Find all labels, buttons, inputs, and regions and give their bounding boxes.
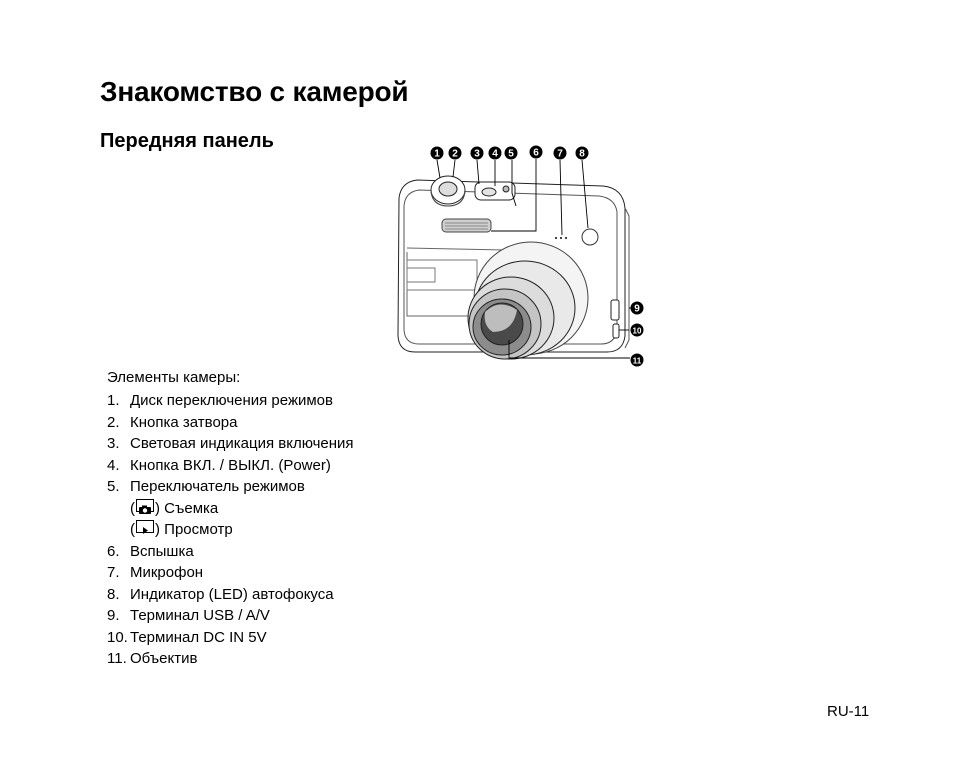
callout-7 bbox=[554, 147, 567, 160]
camera-front-diagram bbox=[385, 140, 655, 375]
callout-5 bbox=[505, 147, 518, 160]
svg-text:7: 7 bbox=[557, 148, 563, 160]
list-item: 2. Кнопка затвора bbox=[107, 413, 238, 431]
list-item: 6. Вспышка bbox=[107, 542, 194, 560]
playback-icon bbox=[136, 520, 154, 533]
list-item: 10. Терминал DC IN 5V bbox=[107, 628, 267, 646]
af-lamp bbox=[582, 229, 598, 245]
callout-8 bbox=[576, 147, 589, 160]
svg-text:6: 6 bbox=[533, 147, 539, 159]
svg-text:8: 8 bbox=[579, 148, 585, 160]
list-item: 9. Терминал USB / A/V bbox=[107, 607, 270, 624]
callout-10 bbox=[631, 324, 644, 337]
parts-list bbox=[107, 390, 354, 670]
microphone bbox=[555, 237, 567, 239]
svg-text:9: 9 bbox=[634, 303, 640, 315]
callout-9 bbox=[631, 302, 644, 315]
callout-11 bbox=[631, 354, 644, 367]
svg-text:5: 5 bbox=[508, 148, 514, 160]
list-item: 11. Объектив bbox=[107, 650, 198, 667]
svg-text:11: 11 bbox=[632, 356, 642, 366]
list-subitem-playback: ( ) Просмотр bbox=[130, 521, 233, 538]
list-item: 8. Индикатор (LED) автофокуса bbox=[107, 585, 334, 603]
callout-4 bbox=[489, 147, 502, 160]
list-item: 7. Микрофон bbox=[107, 564, 204, 581]
svg-text:3: 3 bbox=[474, 148, 480, 160]
list-item: 3. Световая индикация включения bbox=[107, 435, 354, 452]
callout-6 bbox=[530, 146, 543, 159]
list-item: 1. Диск переключения режимов bbox=[107, 392, 333, 409]
page-title: Знакомство с камерой bbox=[100, 76, 409, 107]
callout-2 bbox=[449, 147, 462, 160]
section-title: Передняя панель bbox=[100, 130, 274, 152]
svg-text:10: 10 bbox=[632, 326, 642, 336]
svg-text:1: 1 bbox=[434, 148, 440, 160]
lens bbox=[468, 242, 588, 359]
list-subitem-capture: ( ) Съемка bbox=[130, 499, 219, 517]
callout-3 bbox=[471, 147, 484, 160]
svg-text:2: 2 bbox=[452, 148, 458, 160]
svg-text:4: 4 bbox=[492, 148, 498, 160]
callout-1 bbox=[431, 147, 444, 160]
parts-intro: Элементы камеры: bbox=[107, 369, 241, 386]
page-number: RU-11 bbox=[827, 703, 870, 720]
camera-icon bbox=[136, 499, 154, 512]
list-item: 4. Кнопка ВКЛ. / ВЫКЛ. (Power) bbox=[107, 456, 331, 474]
list-item: 5. Переключатель режимов bbox=[107, 478, 305, 495]
mode-dial bbox=[431, 176, 465, 206]
